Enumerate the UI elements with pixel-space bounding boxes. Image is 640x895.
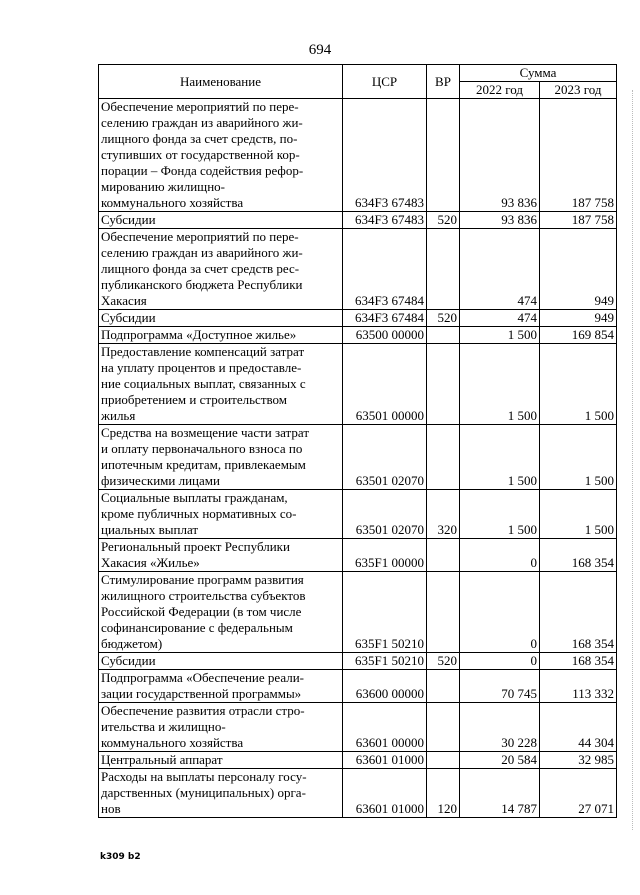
vr-cell: 520: [427, 212, 460, 229]
table-row: [99, 344, 617, 425]
csr-cell: 63500 00000: [343, 327, 427, 344]
amount-2023-cell: 949: [540, 229, 617, 310]
table-row: [99, 229, 617, 310]
table-row: [99, 490, 617, 539]
vr-cell: [427, 327, 460, 344]
vr-cell: [427, 229, 460, 310]
amount-2022-cell: 1 500: [460, 327, 540, 344]
footer-code: k309 b2: [100, 852, 141, 862]
budget-table: [98, 64, 617, 818]
csr-cell: 63601 01000: [343, 769, 427, 818]
scan-edge-marks: [632, 90, 635, 830]
amount-2022-cell: 1 500: [460, 425, 540, 490]
amount-2022-cell: 0: [460, 539, 540, 572]
vr-cell: [427, 572, 460, 653]
amount-2022-cell: 14 787: [460, 769, 540, 818]
vr-cell: [427, 99, 460, 212]
csr-cell: 634F3 67483: [343, 99, 427, 212]
name-cell: Центральный аппарат: [99, 752, 343, 769]
vr-cell: [427, 703, 460, 752]
name-cell: Расходы на выплаты персоналу госу- дарственных (муниципальных) орга- нов: [99, 769, 343, 818]
table-body: [99, 99, 617, 818]
vr-cell: [427, 344, 460, 425]
table-row: [99, 653, 617, 670]
amount-2023-cell: 168 354: [540, 572, 617, 653]
table-row: [99, 327, 617, 344]
name-cell: Субсидии: [99, 653, 343, 670]
amount-2022-cell: 0: [460, 653, 540, 670]
amount-2022-cell: 30 228: [460, 703, 540, 752]
name-cell: Стимулирование программ развития жилищного строительства субъектов Российской Федерации (в том числе софинансирование с федеральным бюджетом): [99, 572, 343, 653]
name-cell: Субсидии: [99, 310, 343, 327]
table-row: [99, 670, 617, 703]
csr-cell: 635F1 00000: [343, 539, 427, 572]
amount-2023-cell: 187 758: [540, 99, 617, 212]
csr-cell: 63501 02070: [343, 490, 427, 539]
csr-cell: 634F3 67484: [343, 229, 427, 310]
amount-2023-cell: 1 500: [540, 344, 617, 425]
table-row: [99, 99, 617, 212]
amount-2023-cell: 168 354: [540, 539, 617, 572]
name-cell: Обеспечение развития отрасли стро- ительства и жилищно- коммунального хозяйства: [99, 703, 343, 752]
name-cell: Региональный проект Республики Хакасия «Жилье»: [99, 539, 343, 572]
column-header-year-2022: 2022 год: [460, 82, 540, 99]
amount-2022-cell: 20 584: [460, 752, 540, 769]
page-number: 694: [308, 42, 332, 58]
amount-2023-cell: 1 500: [540, 425, 617, 490]
name-cell: Средства на возмещение части затрат и оплату первоначального взноса по ипотечным кредитам, привлекаемым физическими лицами: [99, 425, 343, 490]
column-header-year-2023: 2023 год: [540, 82, 617, 99]
table-row: [99, 310, 617, 327]
csr-cell: 63601 01000: [343, 752, 427, 769]
csr-cell: 63601 00000: [343, 703, 427, 752]
vr-cell: 320: [427, 490, 460, 539]
name-cell: Субсидии: [99, 212, 343, 229]
name-cell: Подпрограмма «Обеспечение реали- зации государственной программы»: [99, 670, 343, 703]
vr-cell: [427, 752, 460, 769]
amount-2023-cell: 27 071: [540, 769, 617, 818]
csr-cell: 635F1 50210: [343, 572, 427, 653]
amount-2023-cell: 44 304: [540, 703, 617, 752]
table-row: [99, 425, 617, 490]
csr-cell: 63600 00000: [343, 670, 427, 703]
column-header-sum: Сумма: [460, 65, 617, 82]
amount-2022-cell: 474: [460, 310, 540, 327]
amount-2022-cell: 0: [460, 572, 540, 653]
table-row: [99, 769, 617, 818]
amount-2023-cell: 949: [540, 310, 617, 327]
vr-cell: 520: [427, 653, 460, 670]
column-header-name: Наименование: [99, 65, 343, 99]
amount-2022-cell: 1 500: [460, 344, 540, 425]
csr-cell: 634F3 67484: [343, 310, 427, 327]
amount-2022-cell: 1 500: [460, 490, 540, 539]
amount-2022-cell: 93 836: [460, 212, 540, 229]
amount-2023-cell: 169 854: [540, 327, 617, 344]
amount-2023-cell: 168 354: [540, 653, 617, 670]
csr-cell: 63501 02070: [343, 425, 427, 490]
table-row: [99, 572, 617, 653]
csr-cell: 634F3 67483: [343, 212, 427, 229]
table-row: [99, 212, 617, 229]
name-cell: Обеспечение мероприятий по пере- селению граждан из аварийного жи- лищного фонда за счет средств рес- публиканского бюджета Республики Хакасия: [99, 229, 343, 310]
name-cell: Обеспечение мероприятий по пере- селению граждан из аварийного жи- лищного фонда за счет средств, по- ступивших от государственной кор- порации – Фонда содействия рефор- мированию жилищно- коммунального хозяйства: [99, 99, 343, 212]
table-row: [99, 703, 617, 752]
amount-2023-cell: 113 332: [540, 670, 617, 703]
csr-cell: 635F1 50210: [343, 653, 427, 670]
vr-cell: [427, 425, 460, 490]
csr-cell: 63501 00000: [343, 344, 427, 425]
column-header-vr: ВР: [427, 65, 460, 99]
amount-2022-cell: 474: [460, 229, 540, 310]
vr-cell: 520: [427, 310, 460, 327]
amount-2022-cell: 93 836: [460, 99, 540, 212]
table-row: [99, 752, 617, 769]
vr-cell: [427, 539, 460, 572]
vr-cell: [427, 670, 460, 703]
amount-2023-cell: 1 500: [540, 490, 617, 539]
name-cell: Подпрограмма «Доступное жилье»: [99, 327, 343, 344]
name-cell: Социальные выплаты гражданам, кроме публичных нормативных со- циальных выплат: [99, 490, 343, 539]
amount-2023-cell: 187 758: [540, 212, 617, 229]
amount-2023-cell: 32 985: [540, 752, 617, 769]
amount-2022-cell: 70 745: [460, 670, 540, 703]
column-header-csr: ЦСР: [343, 65, 427, 99]
table-row: [99, 539, 617, 572]
vr-cell: 120: [427, 769, 460, 818]
name-cell: Предоставление компенсаций затрат на уплату процентов и предоставле- ние социальных выплат, связанных с приобретением и строительством жилья: [99, 344, 343, 425]
